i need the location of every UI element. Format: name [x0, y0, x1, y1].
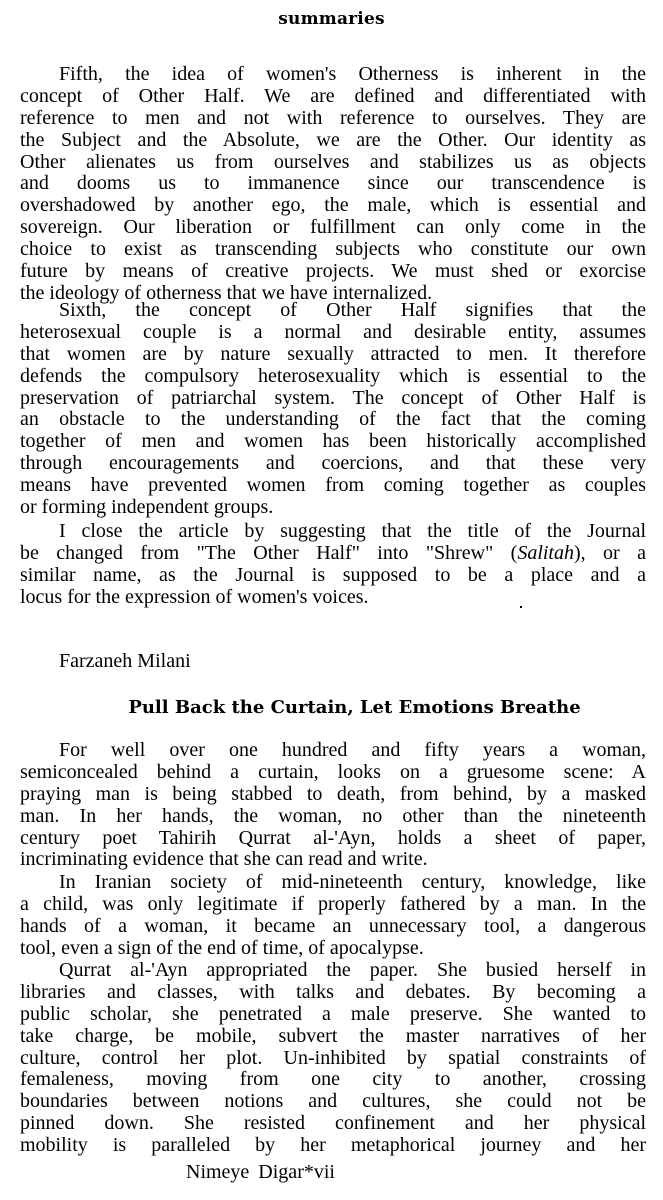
- print-speck: [520, 606, 522, 608]
- text-line: incriminating evidence that she can read and write.: [20, 848, 428, 871]
- text-line: For well over one hundred and fifty years a woman,: [59, 739, 646, 761]
- text-line: boundaries between notions and cultures, she could not be: [20, 1090, 646, 1113]
- text-line: Fifth, the idea of women's Otherness is inherent in the: [59, 63, 646, 85]
- summary-paragraph-sixth: [20, 300, 646, 519]
- text-line: In Iranian society of mid-nineteenth century, knowledge, like: [59, 871, 646, 893]
- text-line: a child, was only legitimate if properly fathered by a man. In the: [20, 892, 646, 915]
- italic-term: Salitah: [517, 541, 574, 564]
- text-line: mobility is paralleled by her metaphorical journey and her: [20, 1134, 646, 1157]
- text-line: libraries and classes, with talks and debates. By becoming a: [20, 980, 646, 1003]
- text-line: an obstacle to the understanding of the fact that the coming: [20, 408, 646, 431]
- text-line: Qurrat al-'Ayn appropriated the paper. She busied herself in: [59, 959, 646, 981]
- text-line: overshadowed by another ego, the male, which is essential and: [20, 194, 646, 217]
- article-title: Pull Back the Curtain, Let Emotions Breathe: [128, 697, 581, 718]
- text-line: concept of Other Half. We are defined and differentiated with: [20, 84, 646, 107]
- text-line: tool, even a sign of the end of time, of apocalypse.: [20, 936, 424, 959]
- text-line: similar name, as the Journal is supposed to be a place and a: [20, 563, 646, 586]
- text-line: I close the article by suggesting that the title of the Journal: [59, 520, 646, 542]
- article-paragraph-2: [20, 872, 646, 960]
- text-line: take charge, be mobile, subvert the master narratives of her: [20, 1024, 646, 1047]
- text-line: hands of a woman, it became an unnecessary tool, a dangerous: [20, 914, 646, 937]
- text-line: defends the compulsory heterosexuality which is essential to the: [20, 364, 646, 387]
- text-line: Sixth, the concept of Other Half signifies that the: [59, 299, 646, 321]
- text-line: choice to exist as transcending subjects who constitute our own: [20, 238, 646, 261]
- text-line: that women are by nature sexually attracted to men. It therefore: [20, 342, 646, 365]
- text-line: sovereign. Our liberation or fulfillment can only come in the: [20, 216, 646, 239]
- text-line: locus for the expression of women's voices.: [20, 585, 369, 608]
- text-line: future by means of creative projects. We must shed or exorcise: [20, 260, 646, 283]
- summary-paragraph-fifth: [20, 64, 646, 305]
- text-line: pinned down. She resisted confinement and her physical: [20, 1112, 646, 1135]
- text-line: man. In her hands, the woman, no other than the nineteenth: [20, 804, 646, 827]
- text-line: century poet Tahirih Qurrat al-'Ayn, holds a sheet of paper,: [20, 826, 646, 849]
- article-paragraph-1: [20, 740, 646, 871]
- text-line: together of men and women has been historically accomplished: [20, 430, 646, 453]
- text-line: means have prevented women from coming together as couples: [20, 474, 646, 497]
- running-header: summaries: [278, 9, 385, 29]
- text-line: [20, 543, 646, 565]
- article-author: Farzaneh Milani: [59, 650, 191, 672]
- article-paragraph-3: [20, 960, 646, 1157]
- summary-paragraph-closing: [20, 521, 646, 609]
- text-line: reference to men and not with reference to ourselves. They are: [20, 106, 646, 129]
- text-line: the Subject and the Absolute, we are the Other. Our identity as: [20, 128, 646, 151]
- text-line: through encouragements and coercions, and that these very: [20, 452, 646, 475]
- text-line: or forming independent groups.: [20, 496, 274, 519]
- text-line: femaleness, moving from one city to another, crossing: [20, 1068, 646, 1091]
- text-fragment: ), or a: [573, 541, 646, 564]
- text-fragment: be changed from "The Other Half" into "Shrew" (: [20, 541, 518, 564]
- text-line: semiconcealed behind a curtain, looks on a gruesome scene: A: [20, 760, 646, 783]
- text-line: Other alienates us from ourselves and stabilizes us as objects: [20, 150, 646, 173]
- text-line: culture, control her plot. Un-inhibited by spatial constraints of: [20, 1046, 646, 1069]
- text-line: the ideology of otherness that we have internalized.: [20, 281, 433, 304]
- text-line: and dooms us to immanence since our transcendence is: [20, 172, 646, 195]
- text-line: heterosexual couple is a normal and desirable entity, assumes: [20, 320, 646, 343]
- page-footer: Nimeye Digar*vii: [186, 1161, 335, 1183]
- text-line: preservation of patriarchal system. The concept of Other Half is: [20, 386, 646, 409]
- text-line: praying man is being stabbed to death, from behind, by a masked: [20, 782, 646, 805]
- text-line: public scholar, she penetrated a male preserve. She wanted to: [20, 1002, 646, 1025]
